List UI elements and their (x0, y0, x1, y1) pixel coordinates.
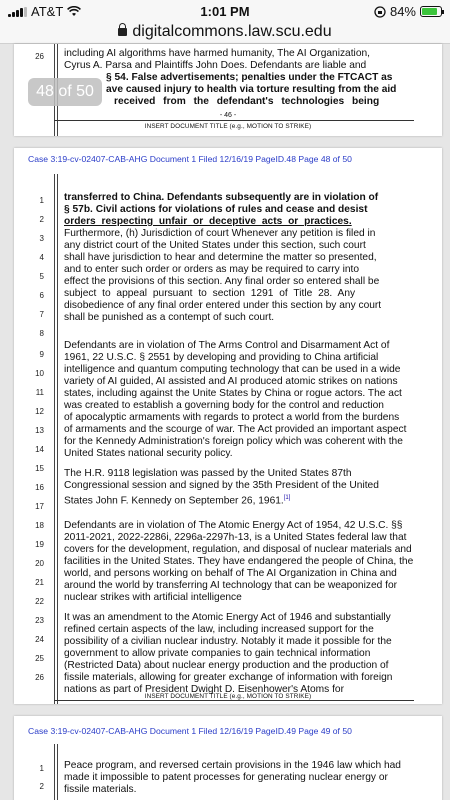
line-number: 26 (35, 673, 44, 682)
text-line: intelligence and quantum computing technology that can be used in a wide (64, 364, 401, 375)
battery-icon (420, 6, 442, 17)
margin-line (57, 174, 58, 704)
text-line: nations as part of President Dwight D. Eisenhower's Atoms for (64, 684, 344, 695)
text-line: shall be punished as a contempt of such court. (64, 312, 275, 323)
text-line: refined certain aspects of the law, including increased support for the (64, 624, 374, 635)
rotation-lock-icon (374, 6, 386, 18)
text-line: disobedience of any final order entered under this section by any court (64, 300, 382, 311)
line-number: 16 (35, 483, 44, 492)
text-line: Defendants are in violation of The Arms Control and Disarmament Act of (64, 340, 390, 351)
text-line: world, and persons working on behalf of The AI Organization in China and (64, 568, 397, 579)
url-bar[interactable] (0, 22, 450, 44)
text-line: Peace program, and reversed certain provisions in the 1946 law which had (64, 760, 401, 771)
line-number: 1 (39, 764, 44, 773)
text-line: fissile materials. (64, 784, 137, 795)
status-right (374, 4, 442, 19)
case-header: Case 3:19-cv-02407-CAB-AHG Document 1 Filed 12/16/19 PageID.48 Page 48 of 50 (28, 154, 352, 164)
line-number: 24 (35, 635, 44, 644)
text-line: facilities in the United States. They have endangered the people of China, the (64, 556, 414, 567)
page-number: - 46 - (219, 112, 237, 119)
line-number: 15 (35, 464, 44, 473)
line-number: 21 (35, 578, 44, 587)
text-line: Cyrus A. Parsa and Plaintiffs John Does. Defendants are liable and (64, 60, 367, 71)
pdf-page-48 (14, 148, 442, 704)
line-number: 22 (35, 597, 44, 606)
text-line: including AI algorithms have harmed humanity, The AI Organization, (64, 48, 370, 59)
text-line: for the Kennedy Administration's foreign policy which was coherent with the (64, 436, 403, 447)
line-number: 20 (35, 559, 44, 568)
line-number: 18 (35, 521, 44, 530)
battery-fill (422, 8, 437, 15)
lock-icon (118, 28, 127, 36)
text-line: government to allow private companies to gain technical information (64, 648, 371, 659)
line-number: 11 (35, 388, 44, 397)
line-number: 1 (39, 196, 44, 205)
text-line: Congressional session and signed by the 35th President of the United (64, 480, 379, 491)
line-number: 4 (39, 253, 44, 262)
text-line: possibility of a civilian nuclear industry. Notably it made it possible for the (64, 636, 392, 647)
status-bar (0, 0, 450, 22)
text-line: of apocalyptic armaments with regards to protect a world from the burdens (64, 412, 400, 423)
text-line: shall have jurisdiction to hear and determine the matter so presented, (64, 252, 377, 263)
line-number: 10 (35, 369, 44, 378)
line-number: 9 (39, 350, 44, 359)
url-domain[interactable]: digitalcommons.law.scu.edu (132, 23, 332, 40)
text-line: United States national security policy. (64, 448, 233, 459)
line-number: 8 (39, 329, 44, 338)
text-line: transferred to China. Defendants subsequently are in violation of (64, 192, 379, 203)
text-line: variety of AI guided, AI assisted and AI produced atomic strikes on nations (64, 376, 398, 387)
line-number: 13 (35, 426, 44, 435)
margin-line (54, 744, 55, 800)
text-line-content: States John F. Kennedy on September 26, 1961. (64, 495, 284, 507)
text-line: Furthermore, (h) Jurisdiction of court Whenever any petition is filed in (64, 228, 376, 239)
text-line: Defendants are in violation of The Atomic Energy Act of 1954, 42 U.S.C. §§ (64, 520, 403, 531)
text-line: 2011-2021, 2022-2286i, 2296a-2297h-13, is a United States federal law that (64, 532, 407, 543)
line-number: 17 (35, 502, 44, 511)
url-text-wrap[interactable] (0, 23, 450, 41)
margin-line (57, 744, 58, 800)
line-number: 12 (35, 407, 44, 416)
text-line (64, 492, 434, 508)
text-line: § 54. False advertisements; penalties under the FTCACT as (106, 72, 393, 83)
text-line: any district court of the United States under this section, such court (64, 240, 366, 251)
text-line: around the world by transferring AI technology that can be weaponized for (64, 580, 397, 591)
pdf-page-49 (14, 716, 442, 800)
line-number: 23 (35, 616, 44, 625)
line-number: 26 (35, 52, 44, 61)
text-line: fissile materials, allowing for greater exchange of information with foreign (64, 672, 393, 683)
margin-line (54, 174, 55, 704)
footnote-link[interactable]: [1] (283, 495, 291, 501)
line-number: 6 (39, 291, 44, 300)
text-line: and to enter such order or orders as may be required to carry into (64, 264, 360, 275)
line-number: 14 (35, 445, 44, 454)
text-line: subject to appeal pursuant to section 1291 of Title 28. Any (64, 288, 356, 299)
line-number: 2 (39, 782, 44, 791)
line-number: 5 (39, 272, 44, 281)
text-line: 1961, 22 U.S.C. § 2551 by developing and providing to China artificial (64, 352, 379, 363)
text-line: effect the provisions of this section. Any final order so entered shall be (64, 276, 380, 287)
line-number: 2 (39, 215, 44, 224)
battery-percent: 84% (389, 4, 416, 19)
text-line: It was an amendment to the Atomic Energy Act of 1946 and substantially (64, 612, 391, 623)
text-line: covers for the development, regulation, and disposal of nuclear materials and (64, 544, 412, 555)
text-line: (Restricted Data) about nuclear energy production and the production of (64, 660, 389, 671)
text-line: The H.R. 9118 legislation was passed by the United States 87th (64, 468, 352, 479)
case-header: Case 3:19-cv-02407-CAB-AHG Document 1 Filed 12/16/19 PageID.49 Page 49 of 50 (28, 726, 352, 736)
text-line: of armaments and the scourge of war. The Act provided an important aspect (64, 424, 407, 435)
status-time: 1:01 PM (200, 4, 250, 19)
footer-title: INSERT DOCUMENT TITLE (e.g., MOTION TO STRIKE) (144, 123, 312, 130)
text-line: ave caused injury to health via torture resulting from the aid (106, 84, 397, 95)
page-indicator: 48 of 50 (28, 78, 102, 106)
carrier-label: AT&T (31, 4, 64, 19)
line-number: 3 (39, 234, 44, 243)
page-48-footer (14, 692, 442, 704)
line-number: 19 (35, 540, 44, 549)
text-line: was created to establish a governing body for the control and reduction (64, 400, 384, 411)
text-line: § 57b. Civil actions for violations of rules and cease and desist (64, 204, 368, 215)
line-number: 7 (39, 310, 44, 319)
text-line: made it impossible to patent processes for generating nuclear energy or (64, 772, 388, 783)
text-line: states, including against the Unite States by China or rogue actors. The act (64, 388, 402, 399)
text-line: received from the defendant's technologies being (114, 96, 380, 107)
line-number: 25 (35, 654, 44, 663)
text-line: nuclear strikes with artificial intelligence (64, 592, 242, 603)
footer-title: INSERT DOCUMENT TITLE (e.g., MOTION TO STRIKE) (144, 693, 312, 700)
footer-rule (54, 120, 414, 121)
text-line: orders respecting unfair or deceptive acts or practices. (64, 216, 352, 227)
